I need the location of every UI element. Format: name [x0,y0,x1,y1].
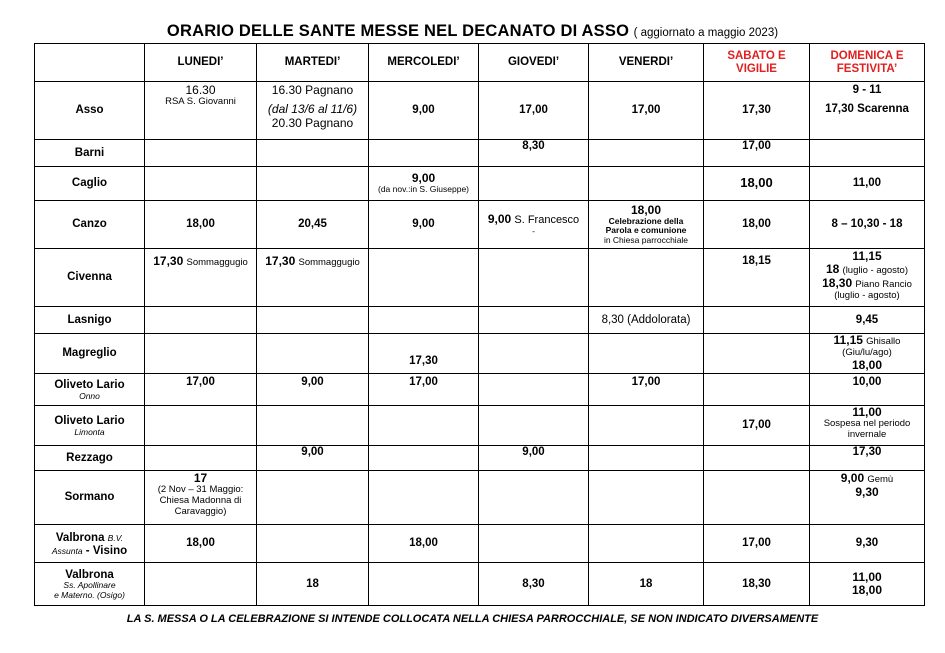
time: 9,30 [855,484,879,499]
location-note: Piano Rancio [855,279,912,291]
parish-name [35,563,145,606]
cell-tuesday [257,334,369,374]
cell-saturday [704,307,810,334]
time: 16.30 [185,83,216,97]
cell-saturday: 17,00 [704,525,810,563]
cell-sunday: 9,45 [810,307,925,334]
time: 11,15 [833,333,863,347]
time: 9,00 [487,211,512,226]
parish-sub: Assunta [51,545,83,556]
cell-sunday [810,334,925,374]
cell-sunday [810,563,925,606]
cell-thursday [479,307,589,334]
location-note: (da nov.:in S. Giuseppe) [377,184,470,195]
time: 17 [193,471,208,485]
header-parish [35,44,145,82]
parish-name: Caglio [35,167,145,201]
cell-thursday: 8,30 [479,140,589,167]
parish-label: Oliveto Lario [54,415,125,428]
cell-tuesday [257,471,369,525]
header-friday: VENERDI’ [589,44,704,82]
title-update-note: ( aggiornato a maggio 2023) [633,27,779,39]
cell-friday [589,446,704,471]
row-sormano [35,471,925,525]
cell-saturday: 18,00 [704,167,810,201]
cell-thursday: 17,00 [479,82,589,140]
location-note: S. Francesco [514,213,580,226]
cell-monday [145,167,257,201]
parish-name [35,406,145,446]
cell-wednesday: 9,00 [369,82,479,140]
cell-tuesday [257,406,369,446]
header-sunday: DOMENICA E FESTIVITA’ [810,44,925,82]
cell-wednesday: 17,00 [369,374,479,406]
cell-saturday: 18,30 [704,563,810,606]
cell-friday [589,249,704,307]
cell-wednesday: 18,00 [369,525,479,563]
cell-saturday [704,446,810,471]
cell-wednesday [369,563,479,606]
page-title [0,22,945,41]
title-main: ORARIO DELLE SANTE MESSE NEL DECANATO DI ASSO [166,22,630,40]
cell-monday [145,307,257,334]
footer-note: LA S. MESSA O LA CELEBRAZIONE SI INTENDE COLLOCATA NELLA CHIESA PARROCCHIALE, SE NON INDICATO DIVERSAMENTE [126,613,819,625]
cell-wednesday [369,471,479,525]
period-note: (luglio - agosto) [834,290,900,302]
parish-sub: - Visino [85,544,128,557]
cell-monday [145,406,257,446]
cell-sunday: 10,00 [810,374,925,406]
cell-friday: 17,00 [589,82,704,140]
cell-monday: 17,00 [145,374,257,406]
row-lasnigo [35,307,925,334]
row-asso [35,82,925,140]
cell-monday [145,471,257,525]
cell-tuesday: 9,00 [257,446,369,471]
cell-tuesday [257,82,369,140]
suspension-note: Sospesa nel periodo invernale [823,418,911,441]
cell-saturday: 17,00 [704,140,810,167]
time: 9 - 11 [852,84,882,96]
location-note: Sommaggugio [186,257,248,268]
cell-saturday [704,334,810,374]
cell-monday: 18,00 [145,525,257,563]
time: 18,00 [851,583,883,597]
parish-name: Magreglio [35,334,145,374]
cell-friday: 18 [589,563,704,606]
cell-thursday [479,249,589,307]
row-valbrona-osigo [35,563,925,606]
time: 18 [825,262,840,277]
mass-schedule-table [34,43,925,606]
cell-friday: 17,00 [589,374,704,406]
cell-friday [589,471,704,525]
cell-thursday [479,406,589,446]
cell-thursday: 9,00 [479,446,589,471]
parish-sub: Limonta [74,427,105,438]
cell-sunday: 9,30 [810,525,925,563]
cell-sunday [810,82,925,140]
cell-thursday [479,334,589,374]
cell-tuesday: 18 [257,563,369,606]
cell-friday [589,201,704,249]
cell-friday [589,406,704,446]
time: 18,00 [851,357,883,372]
time: 18,00 [630,202,662,217]
period-note: (luglio - agosto) [842,265,909,277]
time: 17,30 [153,254,184,268]
time: 9,00 [840,471,865,485]
parish-sub: B.V. [107,532,124,543]
cell-wednesday [369,446,479,471]
cell-sunday: 8 – 10,30 - 18 [810,201,925,249]
celebration-note: Parola e comunione [605,225,687,236]
parish-name: Canzo [35,201,145,249]
cell-monday [145,140,257,167]
cell-sunday [810,140,925,167]
row-canzo [35,201,925,249]
cell-thursday [479,167,589,201]
cell-saturday: 18,15 [704,249,810,307]
parish-name: Civenna [35,249,145,307]
cell-friday [589,140,704,167]
row-magreglio [35,334,925,374]
cell-sunday [810,471,925,525]
time: 9,00 [411,171,436,186]
cell-friday [589,334,704,374]
location-note: Gemù [867,474,894,485]
row-oliveto-limonta [35,406,925,446]
header-wednesday: MERCOLEDI’ [369,44,479,82]
location-note: RSA S. Giovanni [165,96,236,108]
time: 11,15 [852,249,882,263]
header-row [35,44,925,82]
cell-wednesday: 9,00 [369,201,479,249]
cell-wednesday [369,307,479,334]
row-oliveto-onno [35,374,925,406]
time: 11,00 [852,405,882,419]
period-note: (Giu/lu/ago) [842,346,892,358]
location-note: Ghisallo [866,336,901,347]
header-saturday: SABATO E VIGILIE [704,44,810,82]
time: 11,00 [852,569,882,584]
time: 18,30 [822,276,853,291]
cell-monday [145,334,257,374]
cell-saturday [704,374,810,406]
cell-tuesday: 20,45 [257,201,369,249]
cell-thursday [479,471,589,525]
parish-name: Sormano [35,471,145,525]
row-civenna [35,249,925,307]
cell-wednesday [369,406,479,446]
cell-thursday [479,374,589,406]
cell-saturday [704,471,810,525]
cell-wednesday: 17,30 [369,334,479,374]
cell-saturday: 17,00 [704,406,810,446]
cell-wednesday [369,167,479,201]
cell-monday [145,446,257,471]
row-rezzago [35,446,925,471]
cell-sunday [810,249,925,307]
cell-tuesday [257,167,369,201]
cell-tuesday [257,140,369,167]
celebration-note: Celebrazione della [608,215,684,226]
cell-tuesday [257,307,369,334]
cell-monday [145,249,257,307]
cell-tuesday: 9,00 [257,374,369,406]
date-range-note: (dal 13/6 al 11/6) [267,102,358,117]
cell-friday [589,167,704,201]
parish-name: Barni [35,140,145,167]
time: 20.30 Pagnano [271,115,354,130]
mark: - [532,225,535,236]
cell-sunday [810,406,925,446]
parish-name [35,525,145,563]
parish-label: Valbrona [55,531,105,544]
location-note: (2 Nov – 31 Maggio: Chiesa Madonna di Caravaggio) [157,484,244,517]
parish-sub: e Materno. (Osigo) [54,589,125,600]
parish-label: Valbrona [65,568,114,581]
cell-saturday: 17,30 [704,82,810,140]
time: 17,30 [265,254,296,268]
parish-sub: Onno [79,391,100,402]
parish-name [35,374,145,406]
time: 17,30 Scarenna [825,102,909,115]
time: 16.30 Pagnano [271,83,354,97]
cell-monday: 18,00 [145,201,257,249]
row-barni [35,140,925,167]
parish-label: Oliveto Lario [54,379,125,392]
cell-wednesday [369,140,479,167]
header-tuesday: MARTEDI’ [257,44,369,82]
cell-monday [145,82,257,140]
location-note: in Chiesa parrocchiale [603,234,689,245]
cell-wednesday [369,249,479,307]
cell-tuesday [257,249,369,307]
row-valbrona-visino [35,525,925,563]
parish-name: Lasnigo [35,307,145,334]
row-caglio [35,167,925,201]
cell-saturday: 18,00 [704,201,810,249]
header-thursday: GIOVEDI’ [479,44,589,82]
header-monday: LUNEDI’ [145,44,257,82]
parish-name: Asso [35,82,145,140]
cell-sunday: 11,00 [810,167,925,201]
cell-thursday: 8,30 [479,563,589,606]
parish-name: Rezzago [35,446,145,471]
cell-thursday [479,525,589,563]
cell-friday: 8,30 (Addolorata) [589,307,704,334]
cell-monday [145,563,257,606]
location-note: Sommaggugio [298,257,360,268]
cell-friday [589,525,704,563]
cell-sunday: 17,30 [810,446,925,471]
parish-sub: Ss. Apollinare [63,580,116,591]
cell-thursday [479,201,589,249]
cell-tuesday [257,525,369,563]
